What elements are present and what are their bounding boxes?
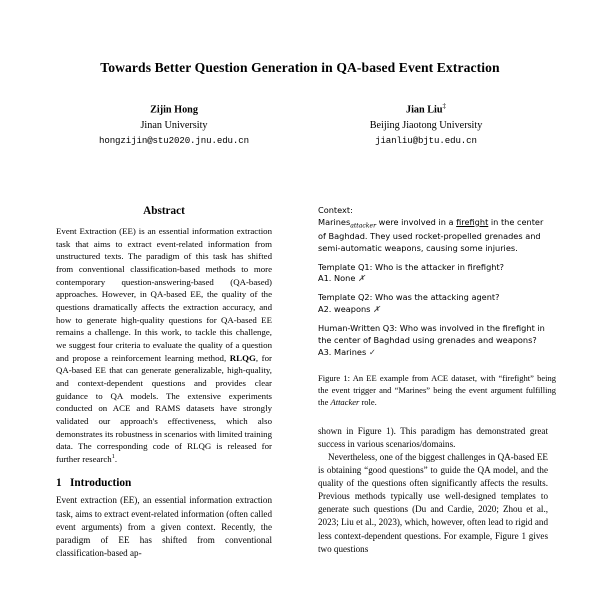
caption-part-1: Figure 1: An EE example from ACE dataset, with “firefight” being the event trigger and “Marines” being the event argument fulfilling the bbox=[318, 373, 556, 407]
author-name bbox=[59, 102, 289, 118]
abstract-text bbox=[56, 225, 272, 465]
qa-answer: A1. None bbox=[318, 273, 356, 284]
qa-question: Template Q1: Who is the attacker in firefight? bbox=[318, 261, 505, 272]
page-title: Towards Better Question Generation in QA-based Event Extraction bbox=[100, 60, 500, 75]
qa-answer: A2. weapons bbox=[318, 303, 371, 314]
footnote-marker: 1 bbox=[111, 452, 115, 460]
figure-context-block bbox=[318, 205, 546, 255]
section-number: 1 bbox=[56, 477, 62, 490]
author-email: jianliu@bjtu.edu.cn bbox=[375, 135, 477, 147]
challenges-paragraph: Nevertheless, one of the biggest challenges in QA-based EE is obtaining “good questions” to guide the QA model, and the quality of the questions often significantly affects the results. Previous methods typically use well-designed templates to generate such questions (Du and Cardie, 2020; Zhou et al., 2023; Liu et al., 2023), which, however, often lead to rigid and less context-dependent questions. For example, Figure 1 gives two questions bbox=[318, 451, 548, 554]
right-column-body bbox=[318, 425, 548, 556]
abstract-heading: Abstract bbox=[143, 205, 185, 217]
section-title: Introduction bbox=[70, 477, 132, 490]
author-block bbox=[48, 102, 552, 148]
context-middle: were involved in a bbox=[376, 216, 457, 227]
author-name bbox=[311, 102, 541, 118]
author-entry bbox=[59, 102, 289, 148]
left-column bbox=[56, 205, 272, 560]
context-entity-role: attacker bbox=[350, 222, 377, 230]
qa-item bbox=[318, 262, 546, 286]
author-marker: ‡ bbox=[442, 102, 447, 110]
abstract-part-2: , for QA-based EE that can generate generalizable, high-quality, and context-dependent questions and provides clear guidance to QA models. The extensive experiments conducted on ACE and RAMS datasets have strongly validated our approach's effectiveness, which also demonstrates its robustness in scenarios with limited training data. The corresponding code of RLQG is released for further research bbox=[56, 352, 272, 464]
qa-question: Human-Written Q3: Who was involved in the firefight in the center of Baghdad using grenades and weapons? bbox=[318, 322, 545, 345]
introduction-paragraph: Event extraction (EE), an essential information extraction task, aims to extract event-related information (often called event arguments) from a given context. Recently, the paradigm of EE has shifted from conventional classification-based ap- bbox=[56, 495, 272, 558]
figure-1-content bbox=[318, 205, 546, 359]
abstract-part-3: . bbox=[114, 453, 118, 464]
author-email: hongzijin@stu2020.jnu.edu.cn bbox=[98, 135, 249, 147]
author-affiliation: Beijing Jiaotong University bbox=[369, 119, 483, 131]
abstract-bold-term: RLQG bbox=[229, 352, 256, 363]
abstract-part-1: Event Extraction (EE) is an essential information extraction task that aims to extract event-related information from unstructured texts. The paradigm of this task has shifted from conventional classification-based methods to more contemporary question-answering-based (QA-based) approaches. However, in QA-based EE, the quality of the questions dramatically affects the extraction accuracy, and how to generate high-quality questions for QA-based EE remains a challenge. In this work, to tackle this challenge, we suggest four criteria to evaluate the quality of a question and propose a reinforcement learning method, bbox=[56, 226, 272, 363]
author-name-text: Jian Liu bbox=[405, 104, 443, 116]
qa-mark-correct: ✓ bbox=[368, 347, 376, 358]
author-affiliation: Jinan University bbox=[140, 119, 208, 131]
right-column bbox=[318, 205, 556, 556]
figure-caption bbox=[318, 373, 556, 409]
author-entry bbox=[311, 102, 541, 148]
continuation-paragraph: shown in Figure 1). This paradigm has demonstrated great success in various scenarios/domains. bbox=[318, 425, 548, 449]
context-label: Context: bbox=[318, 205, 353, 215]
qa-mark-incorrect: ✗ bbox=[358, 274, 366, 284]
author-name-text: Zijin Hong bbox=[150, 104, 198, 116]
context-entity: Marines bbox=[318, 216, 351, 227]
section-heading-introduction bbox=[56, 477, 272, 489]
qa-item bbox=[318, 292, 546, 316]
caption-role-italic: Attacker bbox=[330, 396, 360, 407]
caption-part-2: role. bbox=[359, 396, 377, 407]
context-trigger: firefight bbox=[456, 216, 489, 227]
qa-question: Template Q2: Who was the attacking agent? bbox=[318, 292, 500, 303]
qa-answer: A3. Marines bbox=[318, 347, 367, 358]
qa-mark-incorrect: ✗ bbox=[373, 304, 381, 314]
qa-item bbox=[318, 323, 546, 359]
context-rest: in the center of Baghdad. They used rocket-propelled grenades and semi-automatic weapons, causing some injuries. bbox=[318, 216, 544, 253]
